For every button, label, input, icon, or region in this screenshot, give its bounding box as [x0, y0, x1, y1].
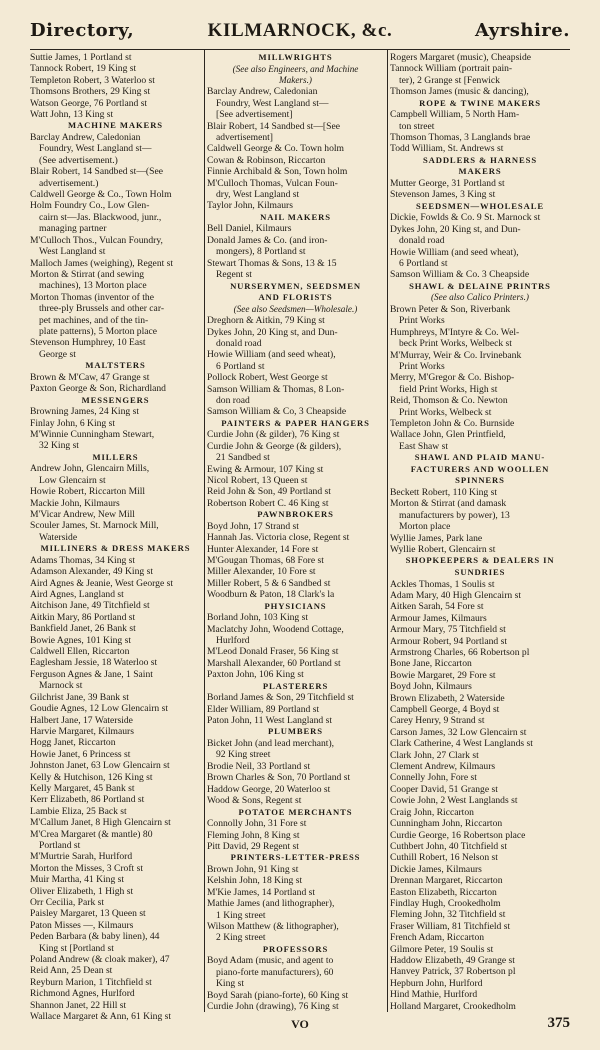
signature-mark: VO: [291, 1017, 309, 1031]
directory-entry: Stevenson James, 3 King st: [390, 189, 496, 201]
header-right: Ayrshire.: [475, 20, 570, 41]
directory-entry: Samson William & Co, 3 Cheapside: [207, 406, 347, 418]
entry-continuation: 21 Sandbed st: [216, 452, 270, 464]
directory-entry: Aird Agnes, Langland st: [30, 589, 124, 601]
section-heading: PHYSICIANS: [264, 600, 327, 611]
directory-entry: Gilchrist Jane, 39 Bank st: [30, 691, 129, 703]
directory-entry: Clement Andrew, Kilmaurs: [390, 761, 496, 773]
directory-entry: Reyburn Marion, 1 Titchfield st: [30, 976, 152, 988]
entry-continuation: ton street: [399, 120, 435, 132]
directory-entry: Fleming John, 32 Titchfield st: [390, 909, 506, 921]
directory-entry: Ewing & Armour, 107 King st: [207, 463, 324, 475]
directory-entry: M'Leod Donald Fraser, 56 King st: [207, 646, 339, 658]
directory-entry: Cowan & Robinson, Riccarton: [207, 154, 326, 166]
directory-entry: Kerr Elizabeth, 86 Portland st: [30, 794, 145, 806]
directory-entry: Robertson Robert C. 46 King st: [207, 497, 329, 509]
entry-continuation: 2 King street: [216, 932, 266, 944]
directory-entry: Hannah Jas. Victoria close, Regent st: [207, 532, 350, 544]
directory-entry: Merry, M'Gregor & Co. Bishop-: [390, 372, 515, 384]
directory-entry: Paton John, 11 West Langland st: [207, 715, 333, 727]
directory-entry: Armour James, Kilmaurs: [390, 612, 487, 624]
directory-entry: Cunningham John, Riccarton: [390, 818, 503, 830]
directory-entry: M'Callum Janet, 8 High Glencairn st: [30, 817, 171, 829]
directory-entry: M'Kie James, 14 Portland st: [207, 886, 316, 898]
directory-entry: Borland James & Son, 29 Titchfield st: [207, 692, 354, 704]
entry-continuation: George st: [39, 348, 76, 360]
directory-entry: Tannock Robert, 19 King st: [30, 63, 137, 75]
directory-entry: Caldwell Ellen, Riccarton: [30, 646, 130, 658]
directory-entry: Maclatchy John, Woodend Cottage,: [207, 623, 344, 635]
directory-entry: Muir Martha, 41 King st: [30, 874, 125, 886]
directory-entry: Stewart Thomas & Sons, 13 & 15: [207, 257, 337, 269]
directory-entry: Ackles Thomas, 1 Soulis st: [390, 578, 495, 590]
directory-entry: Dickie, Fowlds & Co. 9 St. Marnock st: [390, 212, 541, 224]
directory-entry: M'Crea Margaret (& mantle) 80: [30, 828, 153, 840]
directory-entry: Brown Peter & Son, Riverbank: [390, 303, 511, 315]
entry-continuation: managing partner: [39, 223, 107, 235]
entry-continuation: don road: [216, 394, 250, 406]
directory-entry: Drennan Margaret, Riccarton: [390, 875, 503, 887]
directory-entry: Armstrong Charles, 66 Robertson pl: [390, 647, 530, 658]
directory-entry: Dykes John, 20 King st, and Dun-: [207, 326, 338, 338]
directory-entry: Finlay John, 6 King st: [30, 417, 116, 429]
column-1: [30, 52, 201, 1023]
directory-entry: Blair Robert, 14 Sandbed st—(See: [30, 166, 163, 178]
entry-continuation: Morton place: [399, 521, 451, 533]
directory-entry: Morton & Stirrat (and damask: [390, 498, 507, 510]
entry-continuation: piano-forte manufacturers), 60: [216, 966, 334, 978]
directory-entry: Humphreys, M'Intyre & Co. Wel-: [390, 326, 520, 338]
directory-entry: Scouler James, St. Marnock Mill,: [30, 520, 159, 532]
section-note: Makers.): [279, 75, 312, 85]
directory-entry: Hogg Janet, Riccarton: [30, 737, 116, 749]
column-divider: [204, 50, 205, 1012]
section-heading: FACTURERS AND WOOLLEN: [410, 463, 550, 474]
entry-continuation: 6 Portland st: [216, 360, 265, 372]
section-heading: MALTSTERS: [85, 360, 146, 371]
directory-entry: Wyllie Robert, Glencairn st: [390, 543, 496, 555]
section-heading: MACHINE MAKERS: [68, 120, 163, 131]
directory-entry: Watt John, 13 King st: [30, 109, 114, 121]
entry-continuation: [See advertisement]: [216, 109, 293, 121]
directory-entry: M'Murtrie Sarah, Hurlford: [30, 851, 133, 863]
section-heading: PAINTERS & PAPER HANGERS: [221, 417, 370, 428]
directory-entry: Barclay Andrew, Caledonian: [30, 132, 141, 144]
directory-entry: Blair Robert, 14 Sandbed st—[See: [207, 120, 340, 132]
directory-entry: Richmond Agnes, Hurlford: [30, 988, 135, 1000]
directory-entry: Reid John & Son, 49 Portland st: [207, 486, 331, 498]
directory-entry: Aird Agnes & Jeanie, West George st: [30, 577, 174, 589]
section-heading: MILLINERS & DRESS MAKERS: [40, 543, 191, 554]
section-heading: NAIL MAKERS: [260, 211, 331, 222]
directory-entry: Adams Thomas, 34 King st: [30, 554, 136, 566]
directory-entry: Cooper David, 51 Grange st: [390, 783, 498, 795]
directory-entry: Bowie Agnes, 101 King st: [30, 634, 132, 646]
directory-entry: Beckett Robert, 110 King st: [390, 486, 498, 498]
directory-entry: French Adam, Riccarton: [390, 932, 485, 944]
directory-entry: Cowie John, 2 West Langlands st: [390, 795, 518, 807]
directory-entry: Wallace Margaret & Ann, 61 King st: [30, 1011, 172, 1023]
directory-entry: Elder William, 89 Portland st: [207, 703, 320, 715]
directory-entry: Clark John, 27 Clark st: [390, 749, 479, 761]
directory-entry: Campbell George, 4 Boyd st: [390, 704, 500, 716]
directory-entry: Adamson Alexander, 49 King st: [30, 566, 153, 578]
directory-entry: Curdie George, 16 Robertson place: [390, 829, 526, 841]
directory-entry: Adam Mary, 40 High Glencairn st: [390, 589, 521, 601]
column-3: [390, 52, 570, 1012]
directory-entry: Howie William (and seed wheat),: [207, 349, 336, 361]
entry-continuation: Regent st: [216, 269, 252, 281]
directory-entry: Harvie Margaret, Kilmaurs: [30, 725, 134, 737]
section-heading: PROFESSORS: [262, 943, 329, 954]
directory-entry: Reid, Thomson & Co. Newton: [390, 395, 508, 407]
directory-entry: Morton the Misses, 3 Croft st: [30, 862, 143, 874]
section-heading: SHOPKEEPERS & DEALERS IN: [405, 555, 555, 566]
header-center: KILMARNOCK, &c.: [207, 20, 393, 41]
directory-entry: Armour Mary, 75 Titchfield st: [390, 624, 506, 636]
directory-entry: Brown Elizabeth, 2 Waterside: [390, 692, 505, 704]
section-heading: SHAWL AND PLAID MANU-: [414, 452, 546, 463]
directory-entry: Orr Cecilia, Park st: [30, 897, 105, 908]
directory-entry: Paxton John, 106 King st: [207, 669, 304, 681]
directory-entry: Hunter Alexander, 14 Fore st: [207, 543, 319, 555]
directory-entry: Aitchison Jane, 49 Titchfield st: [30, 600, 150, 612]
directory-entry: Howie Robert, Riccarton Mill: [30, 486, 146, 498]
entry-continuation: Foundry, West Langland st—: [216, 97, 329, 109]
directory-entry: Nicol Robert, 13 Queen st: [207, 474, 308, 486]
entry-continuation: cairn st—Jas. Blackwood, junr.,: [39, 211, 162, 223]
directory-entry: Connelly John, Fore st: [390, 772, 477, 784]
section-heading: AND FLORISTS: [258, 292, 333, 303]
directory-entry: Aitken Sarah, 54 Fore st: [390, 601, 484, 613]
directory-entry: Gilmore Peter, 19 Soulis st: [390, 943, 494, 955]
directory-entry: Craig John, Riccarton: [390, 806, 474, 818]
directory-entry: Cuthbert John, 40 Titchfield st: [390, 840, 507, 852]
section-heading: PLASTERERS: [262, 680, 329, 691]
directory-entry: Tannock William (portrait pain-: [390, 63, 513, 75]
directory-entry: Mackie John, Kilmaurs: [30, 497, 120, 509]
entry-continuation: 32 King st: [39, 440, 79, 452]
directory-entry: Halbert Jane, 17 Waterside: [30, 714, 133, 726]
directory-entry: Cuthill Robert, 16 Nelson st: [390, 852, 498, 864]
directory-entry: Connolly John, 31 Fore st: [207, 818, 307, 830]
directory-entry: Howie Janet, 6 Princess st: [30, 748, 131, 760]
entry-continuation: ter), 2 Grange st [Fenwick: [399, 74, 500, 86]
directory-entry: Bell Daniel, Kilmaurs: [207, 223, 292, 235]
directory-entry: Samson William & Thomas, 8 Lon-: [207, 383, 345, 395]
directory-entry: Paxton George & Son, Richardland: [30, 383, 166, 395]
entry-continuation: East Shaw st: [399, 440, 449, 452]
directory-entry: Armour Robert, 94 Portland st: [390, 635, 507, 647]
entry-continuation: Hurlford: [216, 635, 250, 647]
entry-continuation: advertisement]: [216, 132, 274, 144]
directory-entry: Mutter George, 31 Portland st: [390, 178, 505, 190]
directory-entry: Caldwell George & Co., Town Holm: [30, 189, 172, 201]
directory-entry: M'Vicar Andrew, New Mill: [30, 509, 135, 520]
directory-entry: Carey Henry, 9 Strand st: [390, 715, 485, 727]
header-rule: [30, 49, 570, 50]
directory-entry: Morton & Stirrat (and sewing: [30, 268, 145, 280]
entry-continuation: (See advertisement.): [39, 154, 118, 166]
directory-entry: Barclay Andrew, Caledonian: [207, 86, 318, 98]
entry-continuation: Print Works: [399, 360, 445, 372]
directory-entry: Carson James, 32 Low Glencairn st: [390, 726, 527, 738]
directory-entry: Kelly Margaret, 45 Bank st: [30, 782, 135, 794]
directory-entry: Stevenson Humphrey, 10 East: [30, 337, 146, 349]
directory-entry: Wallace John, Glen Printfield,: [390, 429, 506, 441]
directory-entry: Malloch James (weighing), Regent st: [30, 257, 174, 269]
directory-entry: Johnston Janet, 63 Low Glencairn st: [30, 760, 170, 772]
directory-entry: Miller Robert, 5 & 6 Sandbed st: [207, 577, 331, 589]
entry-continuation: donald road: [216, 337, 262, 349]
directory-entry: Holland Margaret, Crookedholm: [390, 1000, 516, 1012]
directory-entry: Dykes John, 20 King st, and Dun-: [390, 223, 521, 235]
directory-entry: Mathie James (and lithographer),: [207, 898, 335, 910]
directory-entry: Clark Catherine, 4 West Langlands st: [390, 738, 533, 750]
directory-entry: Kelly & Hutchison, 126 King st: [30, 771, 153, 783]
directory-entry: Goudie Agnes, 12 Low Glencairn st: [30, 703, 169, 715]
directory-entry: Brodie Neil, 33 Portland st: [207, 760, 311, 772]
directory-entry: Easton Elizabeth, Riccarton: [390, 886, 497, 898]
directory-entry: Brown John, 91 King st: [207, 863, 299, 875]
directory-entry: Paton Misses —, Kilmaurs: [30, 919, 134, 931]
directory-entry: Haddow Elizabeth, 49 Grange st: [390, 954, 515, 966]
section-heading: PRINTERS-LETTER-PRESS: [230, 852, 361, 863]
entry-continuation: Print Works: [399, 315, 445, 327]
directory-entry: M'Gougan Thomas, 68 Fore st: [207, 555, 324, 566]
directory-entry: Wyllie James, Park lane: [390, 532, 483, 544]
directory-entry: Donald James & Co. (and iron-: [207, 234, 328, 246]
section-note: (See also Calico Printers.): [431, 292, 529, 303]
directory-entry: Suttie James, 1 Portland st: [30, 52, 132, 63]
directory-entry: Thomsons Brothers, 29 King st: [30, 86, 151, 98]
directory-entry: Reid Ann, 25 Dean st: [30, 965, 113, 977]
directory-entry: Bicket John (and lead merchant),: [207, 738, 335, 750]
directory-entry: M'Culloch Thos., Vulcan Foundry,: [30, 234, 163, 246]
section-heading: PAWNBROKERS: [257, 509, 334, 520]
entry-continuation: West Langland st: [39, 246, 106, 258]
entry-continuation: Marnock st: [39, 680, 83, 692]
section-note: (See also Engineers, and Machine: [232, 63, 359, 74]
directory-entry: Dickie James, Kilmaurs: [390, 863, 482, 875]
directory-entry: Wilson Matthew (& lithographer),: [207, 920, 339, 932]
directory-entry: Dreghorn & Aitkin, 79 King st: [207, 315, 325, 327]
directory-entry: Bone Jane, Riccarton: [390, 658, 472, 670]
entry-continuation: field Print Works, High st: [399, 383, 498, 395]
directory-entry: Pitt David, 29 Regent st: [207, 840, 299, 852]
section-note: (See also Seedsmen—Wholesale.): [233, 303, 358, 314]
directory-entry: Morton Thomas (inventor of the: [30, 291, 154, 303]
section-heading: MILLWRIGHTS: [258, 52, 333, 62]
directory-entry: Paisley Margaret, 13 Queen st: [30, 908, 146, 920]
directory-entry: Pollock Robert, West George st: [207, 372, 328, 384]
entry-continuation: 6 Portland st: [399, 258, 448, 270]
directory-entry: Poland Andrew (& cloak maker), 47: [30, 954, 170, 966]
directory-entry: Kelshin John, 18 King st: [207, 875, 303, 887]
entry-continuation: Waterside: [39, 531, 78, 543]
section-heading: MAKERS: [458, 166, 502, 177]
section-heading: SUNDRIES: [454, 566, 506, 577]
directory-entry: Holm Foundry Co., Low Glen-: [30, 200, 150, 212]
directory-entry: Peden Barbara (& baby linen), 44: [30, 931, 160, 943]
directory-entry: Hepburn John, Hurlford: [390, 977, 483, 989]
section-heading: SADDLERS & HARNESS: [422, 154, 538, 165]
directory-entry: Lambie Eliza, 25 Back st: [30, 805, 127, 817]
section-heading: SEEDSMEN—WHOLESALE: [416, 200, 544, 211]
entry-continuation: advertisement.): [39, 177, 99, 189]
directory-entry: Findlay Hugh, Crookedholm: [390, 897, 501, 909]
entry-continuation: beck Print Works, Welbeck st: [399, 338, 512, 350]
directory-entry: Hanvey Patrick, 37 Robertson pl: [390, 966, 516, 978]
section-heading: SPINNERS: [455, 475, 505, 486]
directory-entry: Fleming John, 8 King st: [207, 829, 300, 841]
section-heading: PLUMBERS: [268, 726, 323, 737]
column-2: [207, 52, 384, 1012]
directory-entry: Brown Charles & Son, 70 Portland st: [207, 772, 351, 784]
directory-entry: Rogers Margaret (music), Cheapside: [390, 52, 532, 63]
entry-continuation: 92 King street: [216, 749, 271, 761]
entry-continuation: dry, West Langland st: [216, 189, 300, 201]
directory-entry: Andrew John, Glencairn Mills,: [30, 463, 150, 475]
directory-entry: Boyd John, Kilmaurs: [390, 681, 472, 693]
directory-entry: Hind Mathie, Hurlford: [390, 989, 478, 1001]
entry-continuation: King st [Portland st: [39, 942, 114, 954]
directory-entry: Boyd Adam (music, and agent to: [207, 955, 334, 967]
directory-entry: Browning James, 24 King st: [30, 406, 139, 418]
entry-continuation: Portland st: [39, 839, 81, 851]
directory-entry: Watson George, 76 Portland st: [30, 97, 148, 109]
directory-entry: Boyd Sarah (piano-forte), 60 King st: [207, 989, 349, 1001]
entry-continuation: Print Works, Welbeck st: [399, 406, 492, 418]
entry-continuation: King st: [216, 978, 244, 990]
directory-entry: Oliver Elizabeth, 1 High st: [30, 885, 134, 897]
entry-continuation: pet machines, and of the tin-: [39, 314, 149, 326]
page-number: 375: [547, 1015, 570, 1031]
directory-entry: Samson William & Co. 3 Cheapside: [390, 269, 530, 281]
directory-entry: Thomson James (music & dancing),: [390, 86, 529, 98]
directory-entry: Finnie Archibald & Son, Town holm: [207, 166, 348, 178]
directory-entry: Borland John, 103 King st: [207, 612, 309, 624]
directory-entry: Templeton Robert, 3 Waterloo st: [30, 74, 155, 86]
section-heading: MILLERS: [92, 451, 139, 462]
directory-entry: Curdie John (drawing), 76 King st: [207, 1000, 339, 1012]
directory-entry: Aitkin Mary, 86 Portland st: [30, 611, 136, 623]
section-heading: POTATOE MERCHANTS: [238, 806, 353, 817]
section-heading: ROPE & TWINE MAKERS: [419, 97, 541, 108]
column-divider: [387, 50, 388, 1012]
entry-continuation: Low Glencairn st: [39, 474, 106, 486]
directory-entry: Miller Alexander, 10 Fore st: [207, 566, 316, 578]
directory-entry: Bowie Margaret, 29 Fore st: [390, 669, 496, 681]
entry-continuation: donald road: [399, 235, 445, 247]
directory-entry: Taylor John, Kilmaurs: [207, 200, 293, 212]
directory-entry: Curdie John & George (& gilders),: [207, 440, 342, 452]
directory-entry: Campbell William, 5 North Ham-: [390, 109, 520, 121]
directory-entry: Templeton John & Co. Burnside: [390, 417, 515, 429]
entry-continuation: plate patterns), 5 Morton place: [39, 325, 158, 337]
section-heading: NURSERYMEN, SEEDSMEN: [230, 280, 361, 291]
directory-entry: M'Winnie Cunningham Stewart,: [30, 428, 155, 440]
page-footer: [30, 1015, 570, 1037]
entry-continuation: Foundry, West Langland st—: [39, 143, 152, 155]
directory-entry: Eaglesham Jessie, 18 Waterloo st: [30, 657, 158, 669]
entry-continuation: mongers), 8 Portland st: [216, 246, 306, 258]
directory-entry: Shannon Janet, 22 Hill st: [30, 999, 127, 1011]
section-heading: MESSENGERS: [81, 394, 150, 405]
directory-entry: M'Murray, Weir & Co. Irvinebank: [390, 349, 522, 361]
directory-entry: Bankfield Janet, 26 Bank st: [30, 623, 136, 635]
entry-continuation: 1 King street: [216, 909, 266, 921]
directory-entry: Haddow George, 20 Waterloo st: [207, 783, 331, 795]
directory-entry: Brown & M'Caw, 47 Grange st: [30, 371, 150, 383]
entry-continuation: three-ply Brussels and other car-: [39, 303, 165, 315]
header-left: Directory,: [30, 20, 135, 41]
directory-entry: Thomson Thomas, 3 Langlands brae: [390, 132, 531, 144]
directory-entry: Ferguson Agnes & Jane, 1 Saint: [30, 668, 153, 680]
directory-entry: Boyd John, 17 Strand st: [207, 520, 299, 532]
directory-entry: Wood & Sons, Regent st: [207, 795, 302, 807]
entry-continuation: machines), 13 Morton place: [39, 280, 147, 292]
entry-continuation: manufacturers by power), 13: [399, 509, 510, 521]
directory-entry: M'Culloch Thomas, Vulcan Foun-: [207, 177, 338, 189]
directory-entry: Fraser William, 81 Titchfield st: [390, 920, 511, 932]
directory-entry: Howie William (and seed wheat),: [390, 246, 519, 258]
directory-entry: Marshall Alexander, 60 Portland st: [207, 657, 341, 669]
running-header: [30, 20, 570, 46]
directory-entry: Woodburn & Paton, 18 Clark's la: [207, 589, 335, 601]
section-heading: SHAWL & DELAINE PRINTRS: [409, 280, 551, 291]
directory-entry: Curdie John (& gilder), 76 King st: [207, 429, 340, 441]
directory-entry: Todd William, St. Andrews st: [390, 143, 504, 155]
directory-entry: Caldwell George & Co. Town holm: [207, 143, 345, 155]
